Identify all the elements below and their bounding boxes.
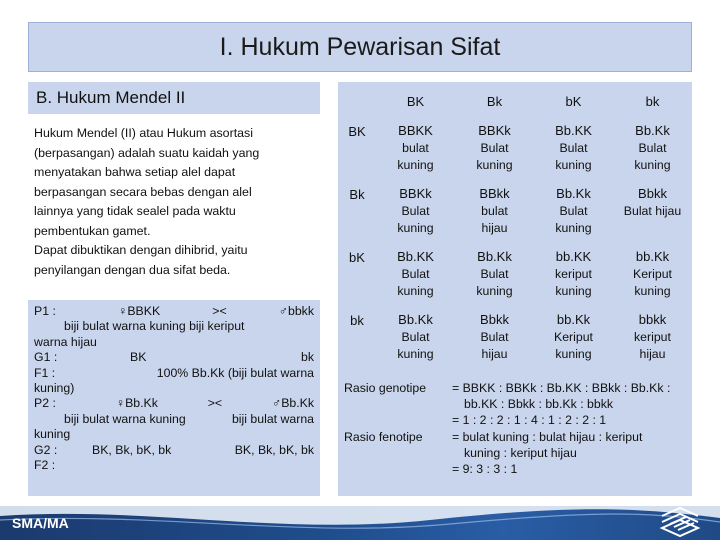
punnett-cell-phenotype: Bulat (401, 267, 430, 281)
punnett-cell-genotype: BBKk (478, 123, 511, 138)
punnett-cell-phenotype: Bulat (638, 141, 667, 155)
f2-label: F2 : (34, 458, 56, 473)
punnett-panel (338, 82, 692, 496)
description-paragraph (34, 124, 316, 280)
punnett-cell (534, 120, 613, 183)
genotype-ratio-line: = BBKK : BBKk : Bb.KK : BBkk : Bb.Kk : (452, 381, 671, 395)
punnett-cell (455, 120, 534, 183)
punnett-cell (455, 246, 534, 309)
punnett-cell-phenotype: kuning (555, 221, 592, 235)
punnett-cell-genotype: Bb.Kk (398, 312, 433, 327)
phenotype-ratio-line: kuning : keriput hijau (464, 445, 577, 460)
punnett-cell-phenotype: hijau (639, 347, 666, 361)
punnett-cell-genotype: BBKk (399, 186, 432, 201)
punnett-column-header: bk (645, 93, 660, 109)
p1-row (34, 304, 314, 319)
punnett-cell-phenotype: bulat (481, 204, 508, 218)
p2-label: P2 : (34, 396, 56, 411)
punnett-cell-phenotype: kuning (397, 284, 434, 298)
genotype-ratio-values: = 1 : 2 : 2 : 1 : 4 : 1 : 2 : 2 : 1 (452, 413, 607, 428)
punnett-cell (376, 309, 455, 372)
punnett-column-header: BK (406, 93, 425, 109)
punnett-cell-phenotype: Bulat (480, 330, 509, 344)
punnett-row (338, 120, 692, 183)
punnett-row-header: Bk (349, 187, 365, 202)
punnett-header-row (338, 82, 692, 120)
punnett-row-header: bK (349, 250, 365, 265)
description-line: Dapat dibuktikan dengan dihibrid, yaitu (34, 243, 248, 257)
p2-male-phenotype: biji bulat warna (231, 411, 314, 426)
footer-level-label: SMA/MA (12, 515, 69, 531)
punnett-cell-genotype: BBKK (398, 123, 433, 138)
punnett-cell-phenotype: kuning (476, 284, 513, 298)
p1-phenotype-line-2: warna hijau (34, 334, 97, 349)
punnett-column-header: bK (565, 93, 582, 109)
p2-female: ♀Bb.Kk (115, 396, 158, 411)
punnett-square (338, 82, 692, 372)
genotype-ratio-label: Rasio genotipe (344, 381, 427, 395)
phenotype-ratio-values: = 9: 3 : 3 : 1 (452, 462, 518, 477)
punnett-cell (534, 309, 613, 372)
footer-bar (0, 506, 720, 540)
g1-right-gamete: bk (301, 350, 314, 365)
punnett-cell-phenotype: Bulat hijau (623, 204, 682, 218)
punnett-cell (376, 183, 455, 246)
punnett-cell-phenotype: kuning (397, 221, 434, 235)
section-subtitle: B. Hukum Mendel II (36, 88, 186, 107)
description-line: menyatakan bahwa setiap alel dapat (34, 165, 236, 179)
punnett-cell-phenotype: kuning (397, 347, 434, 361)
page-title: I. Hukum Pewarisan Sifat (219, 32, 501, 61)
punnett-cell-phenotype: kuning (555, 158, 592, 172)
description-line: penyilangan dengan dua sifat beda. (34, 262, 231, 277)
punnett-cell-phenotype: hijau (481, 221, 508, 235)
g1-row (34, 350, 314, 365)
punnett-row-header: BK (348, 124, 366, 139)
g1-label: G1 : (34, 350, 58, 365)
cross-symbol-2: >< (207, 396, 223, 411)
g1-left-gamete: BK (130, 350, 147, 365)
f2-row (34, 458, 314, 473)
description-line: lainnya yang tidak sealel pada waktu (34, 204, 236, 218)
p1-phenotype-line: biji bulat warna kuning biji keriput (64, 319, 245, 334)
punnett-cell-genotype: bbkk (638, 312, 667, 327)
punnett-cell-genotype: Bb.Kk (477, 249, 512, 264)
ratio-block (344, 380, 690, 477)
punnett-cell (613, 183, 692, 246)
punnett-cell-phenotype: kuning (555, 347, 592, 361)
punnett-cell-phenotype: hijau (481, 347, 508, 361)
punnett-cell-genotype: Bb.KK (397, 249, 434, 264)
f1-value: 100% Bb.Kk (biji bulat warna (156, 365, 314, 380)
punnett-column-header: Bk (486, 93, 503, 109)
punnett-cell-genotype: Bbkk (480, 312, 509, 327)
phenotype-ratio-row-3 (344, 461, 690, 477)
punnett-cell-phenotype: bulat (402, 141, 429, 155)
punnett-cell (455, 309, 534, 372)
p1-female: ♀BBKK (118, 304, 161, 318)
phenotype-ratio-row-2 (344, 445, 690, 461)
genotype-ratio-row-3 (344, 412, 690, 428)
cross-diagram-box (28, 300, 320, 496)
genotype-ratio-row (344, 380, 690, 396)
g2-row (34, 443, 314, 458)
description-line: (berpasangan) adalah suatu kaidah yang (34, 145, 260, 160)
punnett-cell-phenotype: Bulat (480, 267, 509, 281)
punnett-corner (338, 82, 376, 120)
punnett-cell-phenotype: Bulat (401, 204, 430, 218)
punnett-cell-phenotype: kuning (634, 284, 671, 298)
description-line: Hukum Mendel (II) atau Hukum asortasi (34, 126, 253, 140)
punnett-cell (376, 246, 455, 309)
cross-symbol: >< (212, 304, 227, 318)
punnett-cell-phenotype: kuning (634, 158, 671, 172)
p1-male: ♂bbkk (278, 304, 314, 318)
punnett-cell-phenotype: kuning (476, 158, 513, 172)
punnett-cell-phenotype: Keriput (554, 330, 593, 344)
description-line: berpasangan secara bebas dengan alel (34, 184, 252, 199)
punnett-cell-phenotype: Bulat (401, 330, 430, 344)
punnett-cell-genotype: Bb.Kk (635, 123, 670, 138)
p2-row (34, 396, 314, 411)
punnett-cell-phenotype: kuning (555, 284, 592, 298)
phenotype-ratio-line: = bulat kuning : bulat hijau : keriput (452, 429, 643, 444)
punnett-row-header: bk (350, 313, 364, 328)
punnett-row (338, 246, 692, 309)
f1-value-line-2: kuning) (34, 381, 75, 396)
footer-wave-decoration (0, 506, 720, 540)
g2-left-gametes: BK, Bk, bK, bk (92, 442, 172, 457)
punnett-cell-phenotype: keriput (555, 267, 592, 281)
punnett-row (338, 309, 692, 372)
punnett-cell (613, 120, 692, 183)
punnett-cell-phenotype: keriput (634, 330, 671, 344)
book-stack-logo-icon (656, 502, 704, 538)
punnett-cell-genotype: BBkk (479, 186, 510, 201)
punnett-cell (534, 183, 613, 246)
punnett-cell (534, 246, 613, 309)
punnett-cell (376, 120, 455, 183)
p2-female-phenotype: biji bulat warna kuning (64, 411, 186, 426)
g2-right-gametes: BK, Bk, bK, bk (234, 442, 314, 457)
genotype-ratio-row-2 (344, 396, 690, 412)
phenotype-ratio-label: Rasio fenotipe (344, 429, 423, 444)
p2-male: ♂Bb.Kk (271, 396, 315, 411)
punnett-cell-phenotype: kuning (397, 158, 434, 172)
f1-label: F1 : (34, 365, 56, 380)
punnett-cell-genotype: Bb.Kk (556, 186, 591, 201)
p1-label: P1 : (34, 304, 56, 318)
punnett-row (338, 183, 692, 246)
punnett-cell (613, 309, 692, 372)
punnett-cell-phenotype: Keriput (633, 267, 672, 281)
g2-label: G2 : (34, 442, 58, 457)
punnett-cell-genotype: Bbkk (638, 186, 667, 201)
punnett-cell-genotype: Bb.KK (555, 123, 592, 138)
description-line: pembentukan gamet. (34, 223, 151, 238)
punnett-cell-phenotype: Bulat (559, 204, 588, 218)
subtitle-banner (28, 82, 320, 114)
punnett-cell-phenotype: Bulat (480, 141, 509, 155)
f1-row (34, 366, 314, 381)
punnett-cell-genotype: bb.Kk (635, 249, 670, 264)
genotype-ratio-line: bb.KK : Bbkk : bb.Kk : bbkk (464, 397, 614, 412)
punnett-cell-genotype: bb.KK (555, 249, 592, 264)
p2-phenotype-line-2: kuning (34, 427, 71, 442)
title-banner (28, 22, 692, 72)
punnett-cell-genotype: bb.Kk (556, 312, 591, 327)
punnett-cell-phenotype: Bulat (559, 141, 588, 155)
punnett-cell (455, 183, 534, 246)
phenotype-ratio-row (344, 429, 690, 445)
p2-phenotype-line (34, 412, 314, 427)
punnett-cell (613, 246, 692, 309)
